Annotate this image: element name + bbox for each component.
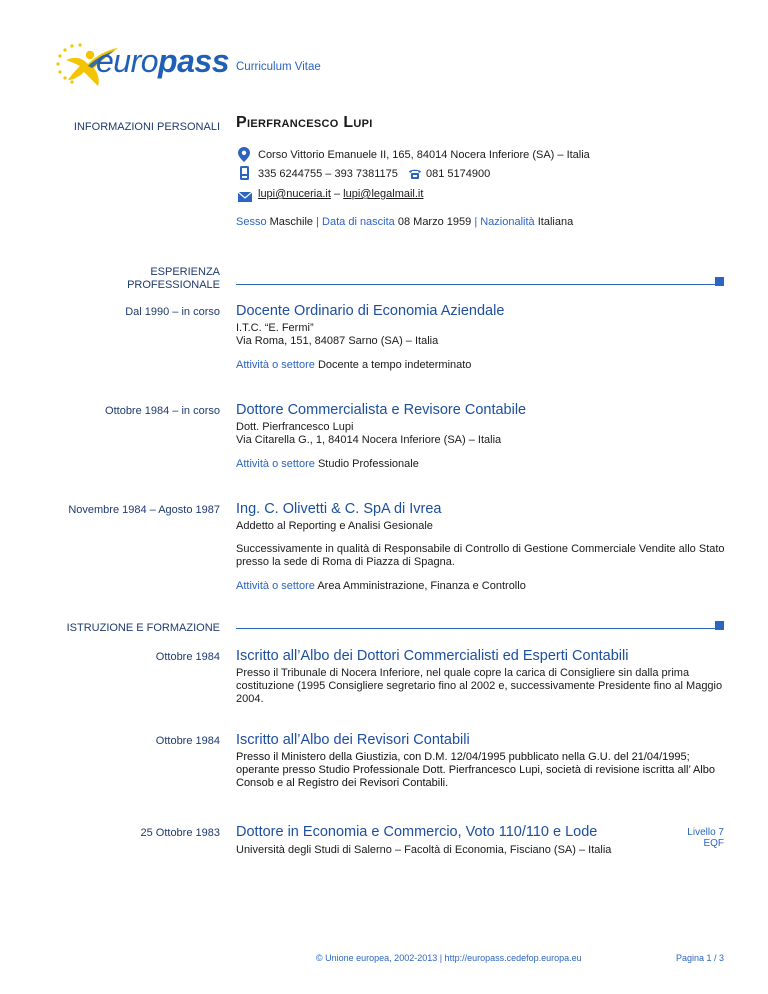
section-label-experience-1: ESPERIENZA	[150, 266, 220, 278]
logo-text-pass: pass	[158, 43, 229, 79]
email-line	[258, 188, 423, 200]
email-link-2[interactable]: lupi@legalmail.it	[343, 188, 424, 200]
edu-line-2-1: Presso il Ministero della Giustizia, con D.M. 12/04/1995 pubblicato nella G.U. del 21/04/1995;	[236, 751, 690, 763]
exp-activity-3	[236, 580, 526, 593]
exp-title-2: Dottore Commercialista e Revisore Contabile	[236, 402, 527, 418]
exp-employer-1: I.T.C. “E. Fermi”	[236, 322, 314, 334]
exp-detail-3b: presso la sede di Roma di Piazza di Spagna.	[236, 556, 455, 568]
footer-page-number: Pagina 1 / 3	[675, 953, 724, 963]
mobile-phone-icon	[240, 166, 249, 185]
edu-date-1: Ottobre 1984	[155, 651, 220, 663]
last-name: Lupi	[343, 114, 373, 131]
first-name: Pierfrancesco	[236, 114, 339, 131]
birth-label: Data di nascita	[322, 216, 395, 228]
logo-text-euro: euro	[96, 43, 159, 79]
separator-2: |	[474, 216, 478, 228]
address: Corso Vittorio Emanuele II, 165, 84014 Nocera Inferiore (SA) – Italia	[258, 149, 590, 161]
edu-line-1-1: Presso il Tribunale di Nocera Inferiore, nel quale copre la carica di Consigliere sin dalla prima	[236, 667, 690, 679]
mobile-numbers: 335 6244755 – 393 7381175	[258, 168, 398, 180]
email-envelope-icon	[238, 189, 252, 207]
activity-value: Area Amministrazione, Finanza e Controllo	[317, 580, 526, 592]
footer-copyright: © Unione europea, 2002-2013 | http://europass.cedefop.europa.eu	[316, 953, 582, 963]
activity-label: Attività o settore	[236, 458, 315, 470]
edu-line-1-2: costituzione (1995 Consigliere segretario fino al 2002 e, successivamente Presidente fino al Maggio	[236, 680, 723, 692]
section-divider-experience	[236, 284, 715, 285]
person-name	[236, 114, 373, 132]
exp-title-3: Ing. C. Olivetti & C. SpA di Ivrea	[236, 501, 442, 517]
activity-value: Studio Professionale	[317, 458, 419, 470]
exp-date-2: Ottobre 1984 – in corso	[105, 405, 220, 417]
edu-title-2: Iscritto all’Albo dei Revisori Contabili	[236, 732, 470, 748]
edu-title-1: Iscritto all’Albo dei Dottori Commercialisti ed Esperti Contabili	[236, 648, 629, 664]
activity-label: Attività o settore	[236, 580, 315, 592]
exp-address-1: Via Roma, 151, 84087 Sarno (SA) – Italia	[236, 335, 439, 347]
nationality-label: Nazionalità	[480, 216, 535, 228]
landline-phone-icon	[408, 167, 422, 185]
logo-wordmark	[96, 44, 229, 78]
nationality-value: Italiana	[537, 216, 574, 228]
edu-date-2: Ottobre 1984	[155, 735, 220, 747]
email-separator: –	[330, 188, 344, 200]
section-square-education	[715, 621, 724, 630]
section-label-education: ISTRUZIONE E FORMAZIONE	[66, 622, 220, 634]
location-pin-icon	[238, 147, 250, 167]
section-label-experience	[127, 266, 220, 292]
exp-date-1: Dal 1990 – in corso	[125, 306, 220, 318]
edu-line-3-1: Università degli Studi di Salerno – Facoltà di Economia, Fisciano (SA) – Italia	[236, 844, 612, 856]
email-link-1[interactable]: lupi@nuceria.it	[258, 188, 331, 200]
separator-1: |	[316, 216, 319, 228]
section-label-experience-2: PROFESSIONALE	[127, 279, 220, 291]
edu-line-2-2: operante presso Studio Professionale Dott. Pierfrancesco Lupi, società di revisione iscritta all’ Albo	[236, 764, 715, 776]
birth-value: 08 Marzo 1959	[397, 216, 472, 228]
sex-value: Maschile	[269, 216, 314, 228]
exp-role-3: Addetto al Reporting e Analisi Gesionale	[236, 520, 433, 532]
exp-address-2: Via Citarella G., 1, 84014 Nocera Inferiore (SA) – Italia	[236, 434, 502, 446]
section-divider-education	[236, 628, 715, 629]
personal-details-line	[236, 216, 573, 228]
edu-line-2-3: Consob e al Registro dei Revisori Contabili.	[236, 777, 449, 789]
activity-label: Attività o settore	[236, 359, 315, 371]
exp-title-1: Docente Ordinario di Economia Aziendale	[236, 303, 505, 319]
exp-detail-3a: Successivamente in qualità di Responsabile di Controllo di Gestione Commerciale Vendite allo Stato	[236, 543, 725, 555]
activity-value: Docente a tempo indeterminato	[317, 359, 472, 371]
landline-number: 081 5174900	[426, 168, 491, 180]
edu-date-3: 25 Ottobre 1983	[140, 827, 220, 839]
exp-activity-1	[236, 359, 471, 372]
doc-title: Curriculum Vitae	[236, 61, 321, 73]
exp-employer-2: Dott. Pierfrancesco Lupi	[236, 421, 354, 433]
sex-label: Sesso	[236, 216, 267, 228]
section-square-experience	[715, 277, 724, 286]
edu-title-3: Dottore in Economia e Commercio, Voto 110/110 e Lode	[236, 824, 598, 840]
edu-line-1-3: 2004.	[236, 693, 264, 705]
exp-activity-2	[236, 458, 419, 471]
eqf-level: Livello 7 EQF	[687, 827, 724, 849]
exp-date-3: Novembre 1984 – Agosto 1987	[68, 504, 220, 516]
section-label-personal: INFORMAZIONI PERSONALI	[73, 121, 220, 133]
